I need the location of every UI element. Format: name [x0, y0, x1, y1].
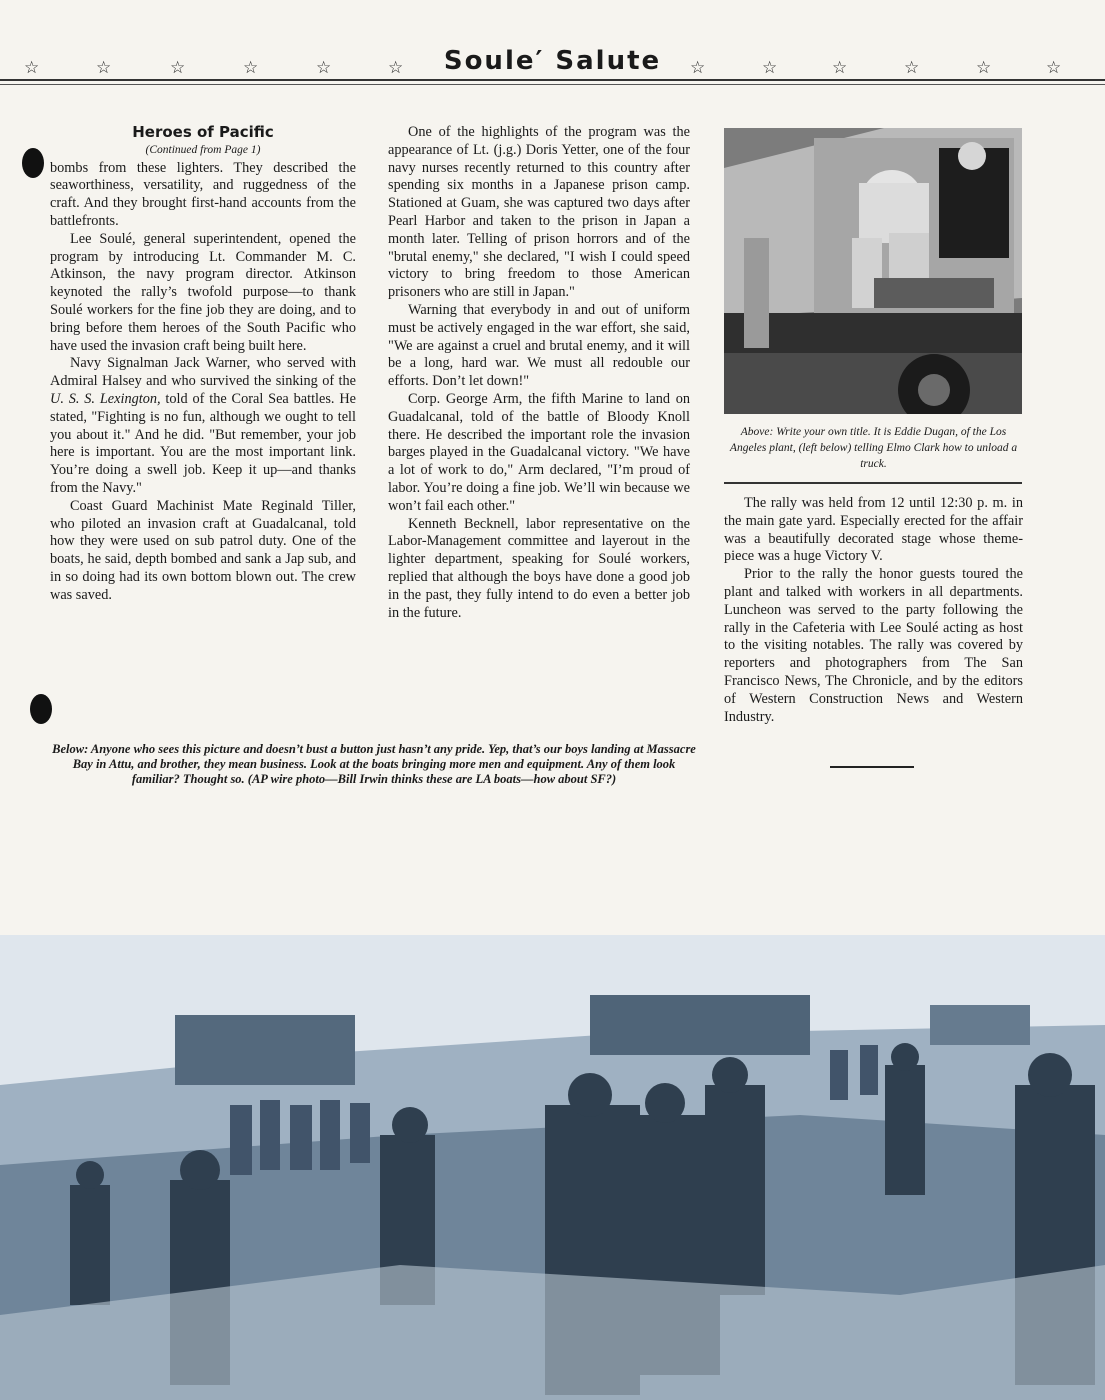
photo-illustration [724, 128, 1022, 414]
paragraph: The rally was held from 12 until 12:30 p. m. in the main gate yard. Especially erected for the affair was a beautifully decorated stage whose theme-piece was a huge Victory V. [724, 495, 1023, 565]
paragraph: Prior to the rally the honor guests toured the plant and talked with workers in all departments. Luncheon was served to the party following the rally in the Cafeteria with Lee Soulé acting as host to the visiting notables. The rally was covered by reporters and photographers from The San Francisco News, The Chronicle, and by the editors of Western Construction News and Western Industry. [724, 566, 1023, 725]
binder-hole [22, 148, 44, 178]
article-end-rule [830, 766, 914, 768]
star-icon: ☆ [690, 58, 706, 78]
continued-note: (Continued from Page 1) [145, 143, 261, 156]
newsletter-title: Soule′ Salute [443, 46, 662, 76]
paragraph: Kenneth Becknell, labor representative on the Labor-Management committee and layerout in the lighter department, speaking for Soulé workers, replied that although the boys have done a good job in the past, they fully intend to do even a better job in the future. [388, 515, 690, 621]
star-icon: ☆ [96, 58, 112, 78]
star-icon: ☆ [388, 58, 404, 78]
paragraph: Warning that everybody in and out of uniform must be actively engaged in the war effort, she said, "We are against a cruel and brutal enemy, and it will be a long, hard war. We must all redouble our efforts. Don’t let down!" [388, 301, 690, 390]
text-run: told of the Coral Sea battles. He stated, "Fighting is no fun, although we ought to tell you about it." And he did. "But remember, your job here is important. You are the most important link. You’re doing a swell job. Keep it up—and thanks from the Navy." [50, 390, 356, 496]
paragraph: Coast Guard Machinist Mate Reginald Tiller, who piloted an invasion craft at Guadalcanal, told how they were used on sub patrol duty. One of the boats, he said, depth bombed and sank a Jap sub, and in so doing had its own bottom blown out. The crew was saved. [50, 497, 356, 603]
binder-hole [30, 694, 52, 724]
photo-caption-top: Above: Write your own title. It is Eddie Dugan, of the Los Angeles plant, (left below) telling Elmo Clark how to unload a truck. [729, 426, 1018, 470]
photo-attu-landing [0, 935, 1105, 1400]
photo-truck-unloading [724, 128, 1022, 414]
masthead-rule [0, 79, 1105, 81]
text-run: Navy Signalman Jack Warner, who served with Admiral Halsey and who survived the sinking of the [50, 355, 356, 390]
paragraph: Lee Soulé, general superintendent, opened the program by introducing Lt. Commander M. C. Atkinson, the navy program director. Atkinson keynoted the rally’s twofold purpose—to thank Soulé workers for the fine job they are doing, and to bring before them heroes of the South Pacific who have used the invasion craft being built here. [50, 230, 356, 354]
masthead [0, 40, 1105, 90]
star-icon: ☆ [243, 58, 259, 78]
star-icon: ☆ [904, 58, 920, 78]
paragraph [50, 355, 356, 497]
photo-caption-bottom: Below: Anyone who sees this picture and doesn’t bust a button just hasn’t any pride. Yep, that’s our boys landing at Massacre Bay in Attu, and brother, they mean business. Look at the boats bringing more men and equipment. Any of them look familiar? Thought so. (AP wire photo—Bill Irwin thinks these are LA boats—how about SF?) [52, 742, 696, 786]
column-middle [388, 124, 690, 622]
photo-illustration [0, 935, 1105, 1400]
star-icon: ☆ [316, 58, 332, 78]
ship-name: U. S. S. Lexington, [50, 390, 161, 407]
star-icon: ☆ [762, 58, 778, 78]
caption-rule [724, 482, 1022, 484]
column-left [50, 124, 356, 605]
star-icon: ☆ [1046, 58, 1062, 78]
star-icon: ☆ [832, 58, 848, 78]
column-right [724, 495, 1023, 726]
paragraph: One of the highlights of the program was the appearance of Lt. (j.g.) Doris Yetter, one of the four navy nurses recently returned to this country after spending six months in a Japanese prison camp. Stationed at Guam, she was captured two days after Pearl Harbor and taken to the prison in Japan a month later. Telling of prison horrors and of the "brutal enemy," she declared, "I wish I could speed victory to bring freedom to those American prisoners who are still in Japan." [388, 124, 690, 301]
masthead-rule [0, 84, 1105, 85]
star-icon: ☆ [24, 58, 40, 78]
paragraph: Corp. George Arm, the fifth Marine to land on Guadalcanal, told of the battle of Bloody Knoll there. He described the important role the invasion barges played in the Guadalcanal victory. "We have a lot of work to do," Arm declared, "I’m proud of labor. You’re doing a fine job. We’ll win because we won’t fail each other." [388, 390, 690, 514]
paragraph: bombs from these lighters. They described the seaworthiness, versatility, and ruggedness of the craft. And they brought first-hand accounts from the battlefronts. [50, 159, 356, 229]
star-icon: ☆ [170, 58, 186, 78]
star-icon: ☆ [976, 58, 992, 78]
article-headline: Heroes of Pacific [132, 123, 274, 141]
